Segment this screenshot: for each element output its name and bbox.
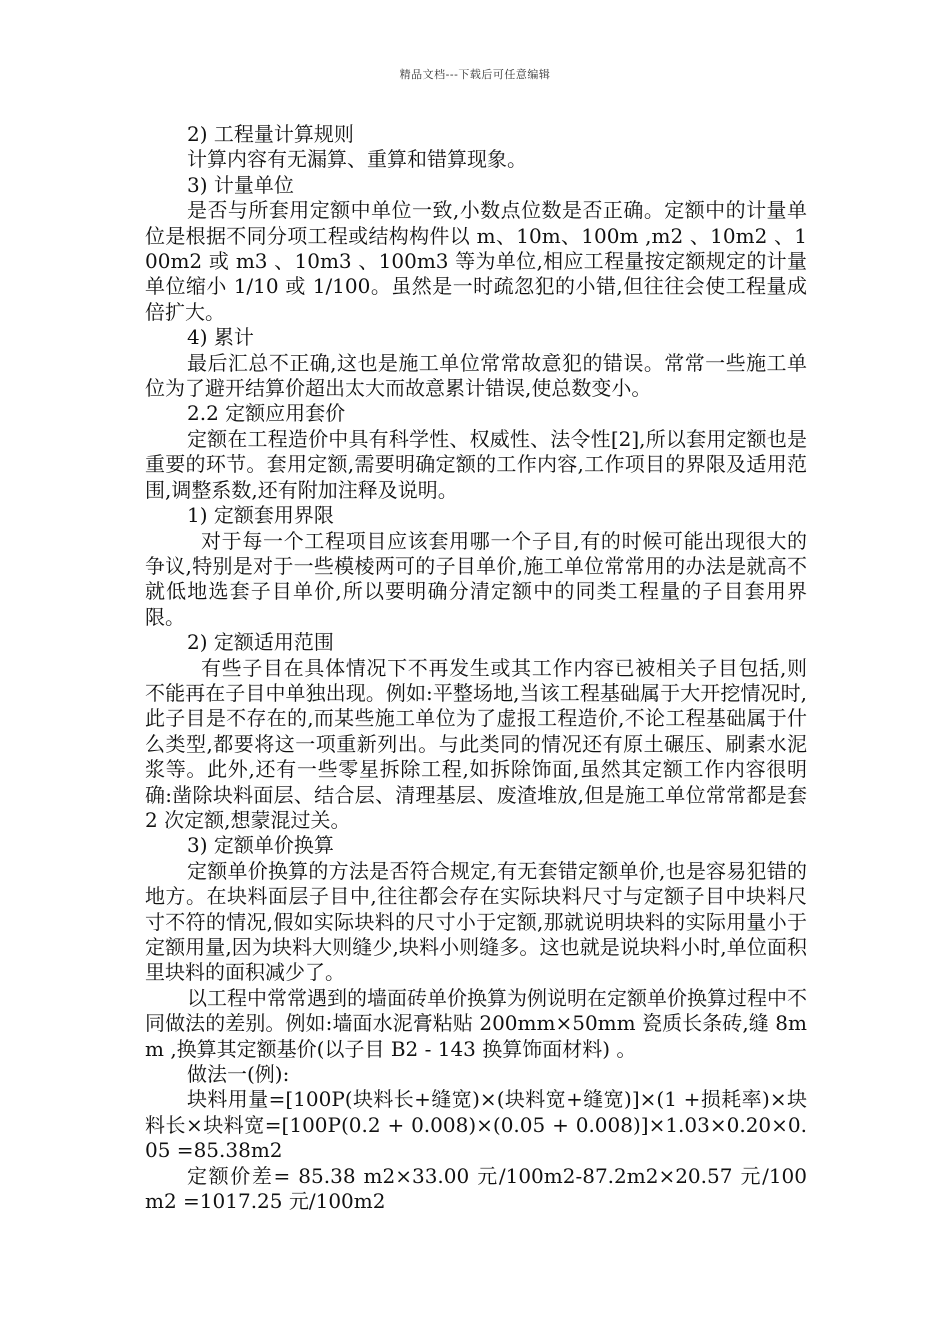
- paragraph: 块料用量=[100P(块料长+缝宽)×(块料宽+缝宽)]×(1 +损耗率)×块料长×块料宽=[100P(0.2 + 0.008)×(0.05 + 0.008)]×1.03×0.20×0.05 =85.38m2: [145, 1087, 807, 1163]
- document-body: [145, 122, 807, 1214]
- paragraph: 有些子目在具体情况下不再发生或其工作内容已被相关子目包括,则不能再在子目中单独出现。例如:平整场地,当该工程基础属于大开挖情况时,此子目是不存在的,而某些施工单位为了虚报工程造价,不论工程基础属于什么类型,都要将这一项重新列出。与此类同的情况还有原土碾压、刷素水泥浆等。此外,还有一些零星拆除工程,如拆除饰面,虽然其定额工作内容很明确:凿除块料面层、结合层、清理基层、废渣堆放,但是施工单位常常都是套 2 次定额,想蒙混过关。: [145, 655, 807, 832]
- page-header: 精品文档---下载后可任意编辑: [399, 68, 551, 81]
- paragraph: 2) 工程量计算规则: [187, 122, 354, 146]
- paragraph: 最后汇总不正确,这也是施工单位常常故意犯的错误。常常一些施工单位为了避开结算价超出太大而故意累计错误,使总数变小。: [145, 350, 807, 401]
- paragraph: 计算内容有无漏算、重算和错算现象。: [187, 147, 527, 172]
- paragraph: 1) 定额套用界限: [187, 503, 334, 528]
- paragraph: 定额价差= 85.38 m2×33.00 元/100m2-87.2m2×20.57 元/100m2 =1017.25 元/100m2: [145, 1163, 807, 1214]
- paragraph: 3) 定额单价换算: [187, 833, 334, 858]
- paragraph: 2.2 定额应用套价: [187, 401, 346, 426]
- paragraph: 3) 计量单位: [187, 172, 294, 197]
- paragraph: 以工程中常常遇到的墙面砖单价换算为例说明在定额单价换算过程中不同做法的差别。例如:墙面水泥膏粘贴 200mm×50mm 瓷质长条砖,缝 8mm ,换算其定额基价(以子目 B2 - 143 换算饰面材料) 。: [145, 985, 807, 1061]
- paragraph: 4) 累计: [187, 325, 254, 350]
- paragraph: 定额在工程造价中具有科学性、权威性、法令性[2],所以套用定额也是重要的环节。套用定额,需要明确定额的工作内容,工作项目的界限及适用范围,调整系数,还有附加注释及说明。: [145, 426, 807, 502]
- paragraph: 2) 定额适用范围: [187, 630, 334, 655]
- paragraph: 做法一(例):: [187, 1062, 290, 1087]
- paragraph: 定额单价换算的方法是否符合规定,有无套错定额单价,也是容易犯错的地方。在块料面层子目中,往往都会存在实际块料尺寸与定额子目中块料尺寸不符的情况,假如实际块料的尺寸小于定额,那就说明块料的实际用量小于定额用量,因为块料大则缝少,块料小则缝多。这也就是说块料小时,单位面积里块料的面积减少了。: [145, 858, 807, 985]
- paragraph: 对于每一个工程项目应该套用哪一个子目,有的时候可能出现很大的争议,特别是对于一些模棱两可的子目单价,施工单位常常用的办法是就高不就低地选套子目单价,所以要明确分清定额中的同类工程量的子目套用界限。: [145, 528, 807, 629]
- paragraph: 是否与所套用定额中单位一致,小数点位数是否正确。定额中的计量单位是根据不同分项工程或结构构件以 m、10m、100m ,m2 、10m2 、100m2 或 m3 、10m3 、100m3 等为单位,相应工程量按定额规定的计量单位缩小 1/10 或 1/100。虽然是一时疏忽犯的小错,但往往会使工程量成倍扩大。: [145, 198, 807, 324]
